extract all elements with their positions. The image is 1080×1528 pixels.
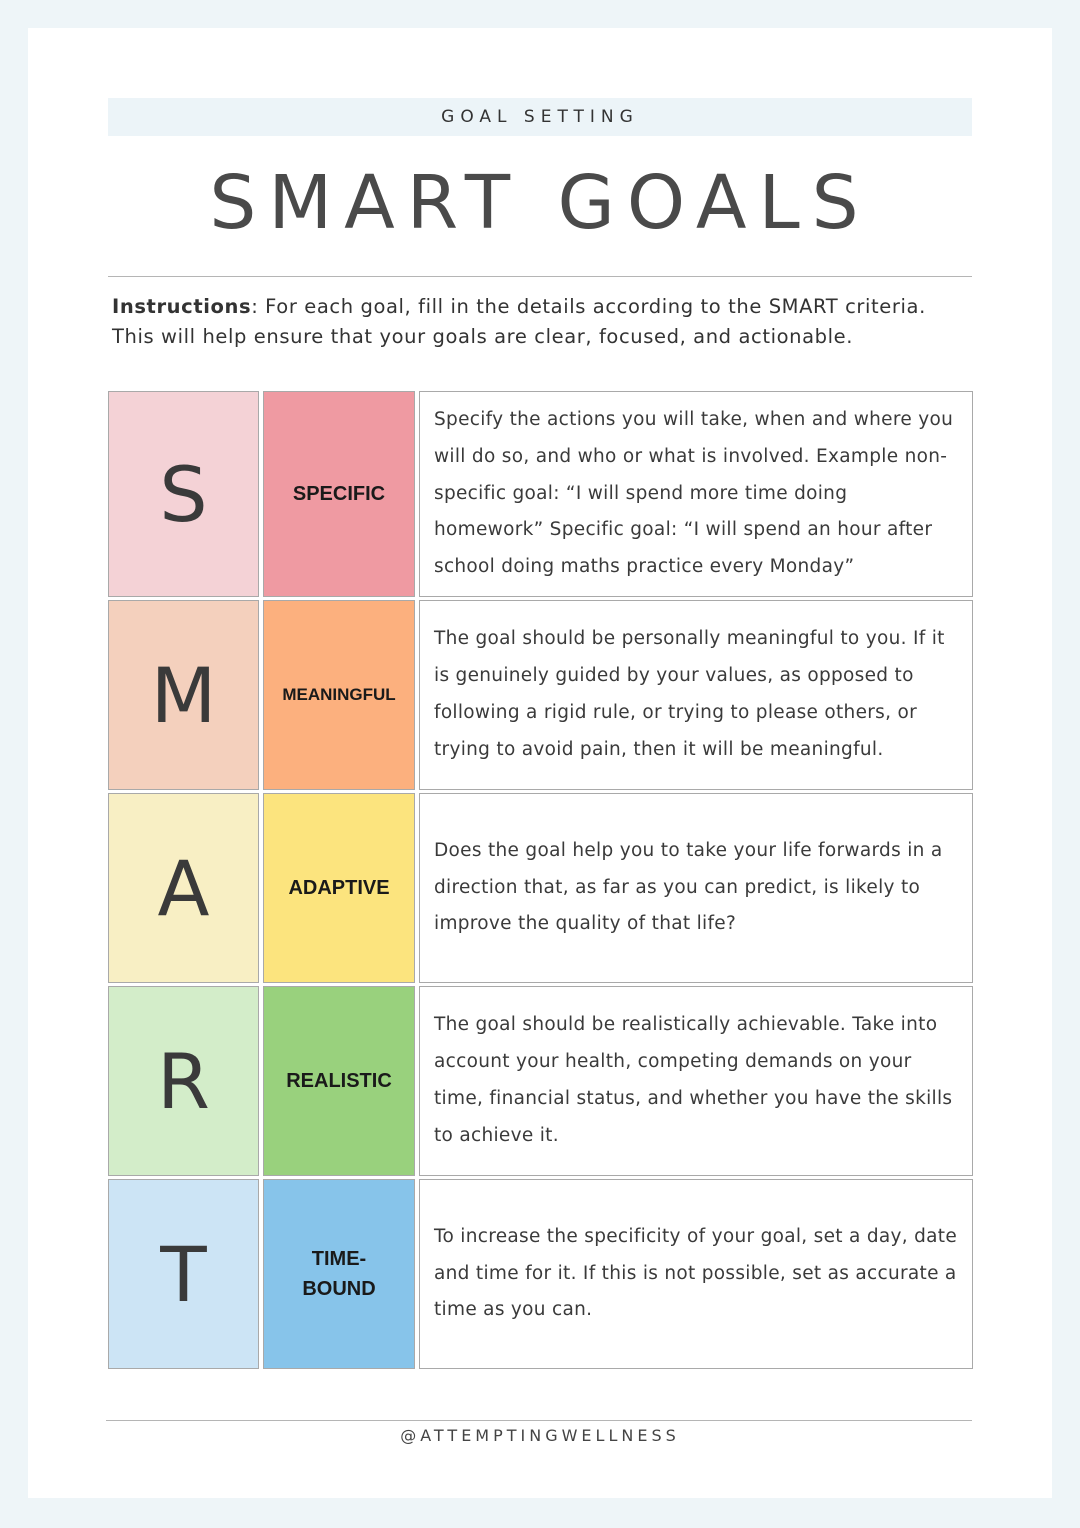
row-description: The goal should be personally meaningful to you. If it is genuinely guided by your values, as opposed to following a rigid rule, or trying to please others, or trying to avoid pain, then it will be meaningful. bbox=[419, 600, 973, 790]
smart-row-m bbox=[108, 600, 973, 790]
row-description: Does the goal help you to take your life forwards in a direction that, as far as you can predict, is likely to improve the quality of that life? bbox=[419, 793, 973, 983]
page-title: SMART GOALS bbox=[209, 160, 871, 246]
row-description: Specify the actions you will take, when and where you will do so, and who or what is involved. Example non-specific goal: “I will spend more time doing homework” Specific goal: “I will spend an hour after school doing maths practice every Monday” bbox=[419, 391, 973, 597]
instructions-label: Instructions bbox=[112, 295, 252, 318]
row-label: SPECIFIC bbox=[263, 391, 415, 597]
worksheet-page bbox=[28, 28, 1052, 1498]
row-description: The goal should be realistically achievable. Take into account your health, competing demands on your time, financial status, and whether you have the skills to achieve it. bbox=[419, 986, 973, 1176]
smart-row-t bbox=[108, 1179, 973, 1369]
smart-row-a bbox=[108, 793, 973, 983]
instructions bbox=[112, 292, 972, 352]
row-label: ADAPTIVE bbox=[263, 793, 415, 983]
row-letter: A bbox=[108, 793, 259, 983]
row-description: To increase the specificity of your goal, set a day, date and time for it. If this is not possible, set as accurate a time as you can. bbox=[419, 1179, 973, 1369]
row-label: TIME-BOUND bbox=[263, 1179, 415, 1369]
row-letter: S bbox=[108, 391, 259, 597]
row-letter: M bbox=[108, 600, 259, 790]
instructions-text: : For each goal, fill in the details according to the SMART criteria. This will help ensure that your goals are clear, focused, and actionable. bbox=[112, 295, 926, 348]
row-label: REALISTIC bbox=[263, 986, 415, 1176]
title-divider bbox=[108, 276, 972, 277]
footer-handle: @ATTEMPTINGWELLNESS bbox=[400, 1426, 680, 1445]
row-letter: R bbox=[108, 986, 259, 1176]
smart-row-r bbox=[108, 986, 973, 1176]
footer-divider bbox=[106, 1420, 972, 1421]
smart-row-s bbox=[108, 391, 973, 597]
row-letter: T bbox=[108, 1179, 259, 1369]
section-banner: GOAL SETTING bbox=[108, 98, 972, 136]
row-label: MEANINGFUL bbox=[263, 600, 415, 790]
